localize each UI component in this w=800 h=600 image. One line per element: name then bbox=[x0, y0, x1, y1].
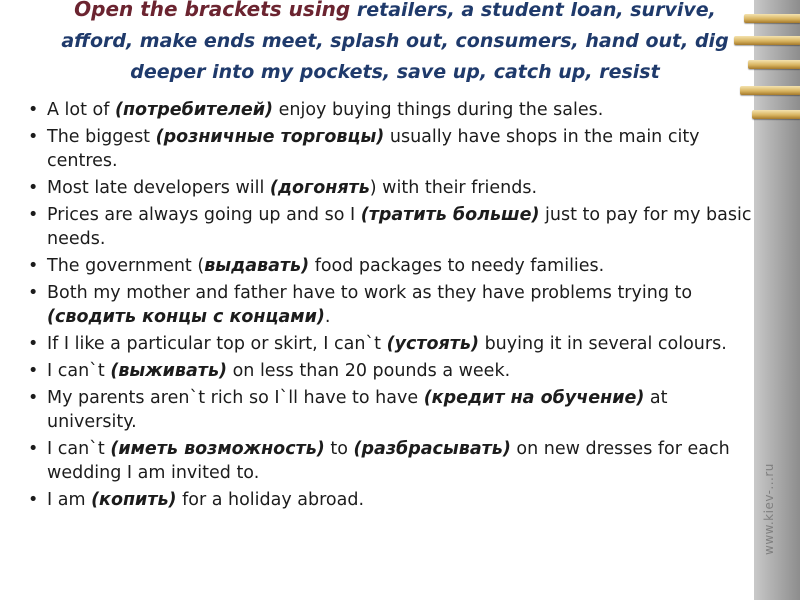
item-text: for a holiday abroad. bbox=[176, 490, 365, 510]
item-text: buying it in several colours. bbox=[479, 334, 727, 354]
list-item bbox=[28, 203, 756, 251]
bracket-prompt: (розничные торговцы) bbox=[155, 127, 385, 147]
list-item bbox=[28, 254, 756, 278]
list-item bbox=[28, 488, 756, 512]
item-text: Prices are always going up and so I bbox=[47, 205, 361, 225]
item-text: ) with their friends. bbox=[369, 178, 538, 198]
item-text: on less than 20 pounds a week. bbox=[227, 361, 511, 381]
item-text: The government ( bbox=[47, 256, 205, 276]
item-text: The biggest bbox=[47, 127, 156, 147]
title-lead: Open the brackets using bbox=[74, 0, 351, 21]
item-text: If I like a particular top or skirt, I can`t bbox=[47, 334, 387, 354]
item-text: on new dresses for each wedding I am invited to. bbox=[47, 439, 730, 483]
item-text: to bbox=[324, 439, 354, 459]
bracket-prompt: (копить) bbox=[91, 490, 177, 510]
bracket-prompt: выдавать) bbox=[204, 256, 310, 276]
list-item bbox=[28, 437, 756, 485]
bracket-prompt: (разбрасывать) bbox=[353, 439, 511, 459]
title-word-list: retailers, a student loan, survive, afford, make ends meet, splash out, consumers, hand out, dig deeper into my pockets, save up, catch up, resist bbox=[61, 0, 729, 83]
exercise-list bbox=[28, 98, 756, 515]
watermark: www.kiev-...ru bbox=[762, 463, 776, 555]
item-text: . bbox=[324, 307, 331, 327]
item-text: I can`t bbox=[47, 439, 111, 459]
item-text: I can`t bbox=[47, 361, 111, 381]
decorative-gold-tab bbox=[752, 110, 800, 119]
bracket-prompt: (кредит на обучение) bbox=[423, 388, 645, 408]
item-text: A lot of bbox=[47, 100, 115, 120]
list-item bbox=[28, 359, 756, 383]
item-text: I am bbox=[47, 490, 92, 510]
bracket-prompt: (сводить концы с концами) bbox=[47, 307, 325, 327]
decorative-gold-tab bbox=[748, 60, 800, 69]
bracket-prompt: (догонять bbox=[269, 178, 370, 198]
item-text: My parents aren`t rich so I`ll have to have bbox=[47, 388, 424, 408]
bracket-prompt: (устоять) bbox=[386, 334, 479, 354]
list-item bbox=[28, 176, 756, 200]
bracket-prompt: (тратить больше) bbox=[360, 205, 540, 225]
decorative-gold-tab bbox=[744, 14, 800, 23]
item-text: Both my mother and father have to work as they have problems trying to bbox=[47, 283, 693, 303]
item-text: enjoy buying things during the sales. bbox=[273, 100, 604, 120]
list-item bbox=[28, 125, 756, 173]
bracket-prompt: (выживать) bbox=[110, 361, 228, 381]
item-text: Most late developers will bbox=[47, 178, 270, 198]
list-item bbox=[28, 281, 756, 329]
item-text: at university. bbox=[47, 388, 668, 432]
item-text: usually have shops in the main city centres. bbox=[47, 127, 700, 171]
item-text: just to pay for my basic needs. bbox=[47, 205, 752, 249]
list-item bbox=[28, 98, 756, 122]
bracket-prompt: (иметь возможность) bbox=[110, 439, 325, 459]
list-item bbox=[28, 386, 756, 434]
slide-title bbox=[40, 0, 750, 88]
list-item bbox=[28, 332, 756, 356]
bracket-prompt: (потребителей) bbox=[114, 100, 274, 120]
item-text: food packages to needy families. bbox=[309, 256, 605, 276]
